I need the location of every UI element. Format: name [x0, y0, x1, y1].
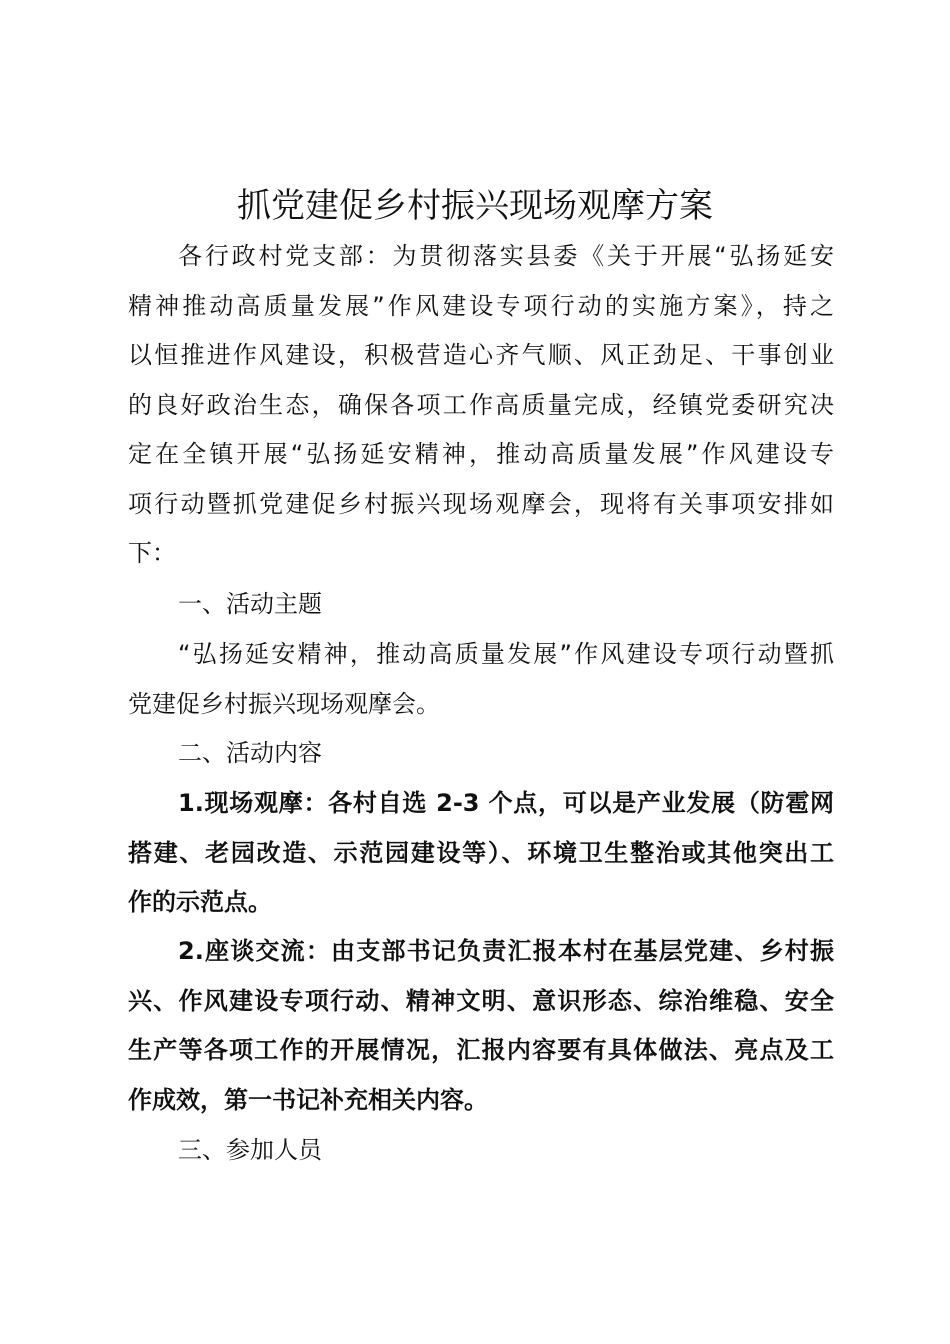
intro-line: 各行政村党支部：为贯彻落实县委《关于开展“弘扬延安: [178, 242, 834, 270]
item-line: 兴、作风建设专项行动、精神文明、意识形态、综治维稳、安全: [128, 986, 834, 1015]
intro-line: 以恒推进作风建设，积极营造心齐气顺、风正劲足、干事创业: [128, 341, 834, 369]
theme-line: “弘扬延安精神，推动高质量发展”作风建设专项行动暨抓: [178, 640, 834, 668]
theme-line: 党建促乡村振兴现场观摩会。: [128, 689, 440, 718]
section-heading-content: 二、活动内容: [178, 739, 322, 767]
item-line: 作成效，第一书记补充相关内容。: [128, 1085, 488, 1114]
item-line: 1.现场观摩：各村自选 2-3 个点，可以是产业发展（防雹网: [178, 789, 834, 817]
item-site-visit-paragraph: [128, 779, 834, 928]
theme-paragraph: [128, 630, 834, 729]
item-line: 搭建、老园改造、示范园建设等）、环境卫生整治或其他突出工: [128, 838, 834, 867]
intro-line: 定在全镇开展“弘扬延安精神，推动高质量发展”作风建设专: [128, 440, 834, 468]
intro-line: 精神推动高质量发展”作风建设专项行动的实施方案》，持之: [128, 291, 834, 320]
intro-line: 项行动暨抓党建促乡村振兴现场观摩会，现将有关事项安排如: [128, 489, 834, 518]
item-line: 2.座谈交流：由支部书记负责汇报本村在基层党建、乡村振: [178, 937, 834, 965]
document-title: 抓党建促乡村振兴现场观摩方案: [237, 186, 713, 226]
intro-paragraph: [128, 232, 834, 579]
item-line: 作的示范点。: [128, 888, 272, 916]
intro-line: 的良好政治生态，确保各项工作高质量完成，经镇党委研究决: [128, 390, 834, 419]
intro-line: 下：: [128, 539, 176, 567]
item-line: 生产等各项工作的开展情况，汇报内容要有具体做法、亮点及工: [128, 1036, 834, 1064]
item-discussion-paragraph: [128, 927, 834, 1125]
section-heading-theme: 一、活动主题: [178, 590, 322, 618]
section-heading-participants: 三、参加人员: [178, 1136, 322, 1164]
